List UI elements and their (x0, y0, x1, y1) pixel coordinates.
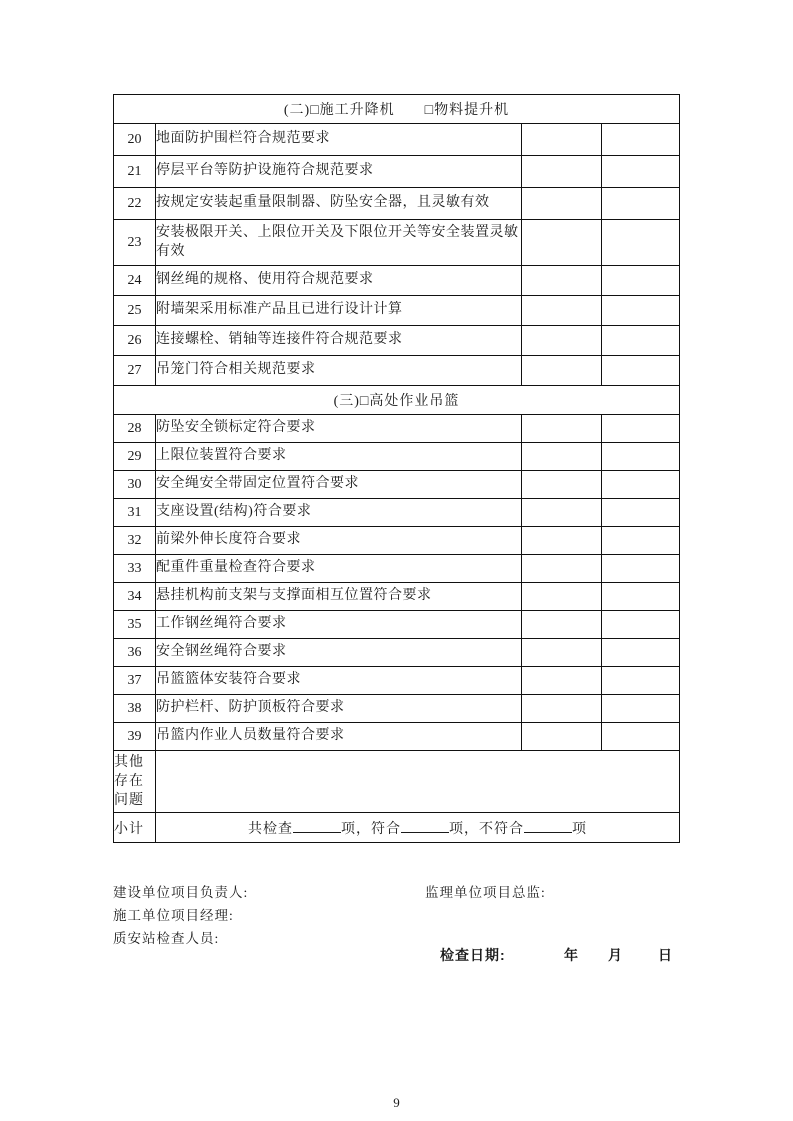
row-description: 地面防护围栏符合规范要求 (156, 124, 522, 156)
row-number: 21 (114, 156, 156, 188)
row-number: 27 (114, 356, 156, 386)
subtotal-label: 小计 (114, 813, 156, 843)
table-row (114, 723, 680, 751)
table-row (114, 471, 680, 499)
inspection-date-label: 检查日期: (440, 947, 506, 963)
table-row (114, 220, 680, 266)
other-issues-label-line: 其他 (114, 755, 144, 770)
row-description: 钢丝绳的规格、使用符合规范要求 (156, 266, 522, 296)
check-cell (602, 471, 680, 499)
table-row (114, 156, 680, 188)
other-issues-row (114, 751, 680, 813)
blank-line (401, 819, 449, 833)
check-cell (602, 356, 680, 386)
check-cell (522, 639, 602, 667)
row-description: 工作钢丝绳符合要求 (156, 611, 522, 639)
check-cell (602, 695, 680, 723)
row-number: 26 (114, 326, 156, 356)
inspection-checklist-table (113, 94, 680, 843)
other-issues-label (114, 751, 156, 813)
row-description: 安全钢丝绳符合要求 (156, 639, 522, 667)
table-row (114, 296, 680, 326)
table-row (114, 583, 680, 611)
check-cell (522, 124, 602, 156)
supervision-signature-label: 监理单位项目总监: (425, 885, 546, 900)
table-row (114, 667, 680, 695)
check-cell (522, 220, 602, 266)
row-number: 22 (114, 188, 156, 220)
subtotal-text: 共检查 (248, 821, 293, 837)
check-cell (602, 326, 680, 356)
contractor-signature-label: 施工单位项目经理: (113, 908, 234, 923)
row-description: 悬挂机构前支架与支撑面相互位置符合要求 (156, 583, 522, 611)
row-number: 37 (114, 667, 156, 695)
section-header-row-2 (114, 95, 680, 124)
date-day-label: 日 (658, 947, 673, 963)
subtotal-content (156, 813, 680, 843)
check-cell (522, 667, 602, 695)
subtotal-text: 项，不符合 (449, 821, 524, 837)
date-year-label: 年 (564, 947, 579, 963)
qa-station-signature-label: 质安站检查人员: (113, 931, 220, 946)
row-description: 配重件重量检查符合要求 (156, 555, 522, 583)
row-description: 按规定安装起重量限制器、防坠安全器，且灵敏有效 (156, 188, 522, 220)
check-cell (522, 555, 602, 583)
section-2-title: (二)□施工升降机 □物料提升机 (114, 95, 680, 124)
row-description: 安全绳安全带固定位置符合要求 (156, 471, 522, 499)
check-cell (602, 499, 680, 527)
check-cell (522, 527, 602, 555)
row-description: 停层平台等防护设施符合规范要求 (156, 156, 522, 188)
check-cell (522, 415, 602, 443)
check-cell (602, 611, 680, 639)
row-description: 安装极限开关、上限位开关及下限位开关等安全装置灵敏有效 (156, 220, 522, 266)
other-issues-cell (156, 751, 680, 813)
row-number: 24 (114, 266, 156, 296)
row-number: 28 (114, 415, 156, 443)
table-row (114, 124, 680, 156)
check-cell (522, 156, 602, 188)
page-number: 9 (393, 1095, 400, 1110)
row-number: 34 (114, 583, 156, 611)
row-description: 吊篮内作业人员数量符合要求 (156, 723, 522, 751)
check-cell (602, 667, 680, 695)
table-row (114, 555, 680, 583)
row-description: 吊篮篮体安装符合要求 (156, 667, 522, 695)
row-description: 附墙架采用标准产品且已进行设计计算 (156, 296, 522, 326)
check-cell (602, 555, 680, 583)
check-cell (522, 499, 602, 527)
check-cell (602, 188, 680, 220)
table-row (114, 639, 680, 667)
other-issues-label-line: 存在 (114, 774, 144, 789)
check-cell (602, 583, 680, 611)
check-cell (602, 220, 680, 266)
row-description: 防护栏杆、防护顶板符合要求 (156, 695, 522, 723)
table-row (114, 326, 680, 356)
check-cell (602, 527, 680, 555)
row-description: 前梁外伸长度符合要求 (156, 527, 522, 555)
table-row (114, 499, 680, 527)
section-header-row-3 (114, 386, 680, 415)
builder-signature-label: 建设单位项目负责人: (113, 885, 249, 900)
check-cell (522, 356, 602, 386)
row-description: 支座设置(结构)符合要求 (156, 499, 522, 527)
blank-line (524, 819, 572, 833)
row-number: 29 (114, 443, 156, 471)
check-cell (602, 124, 680, 156)
row-number: 36 (114, 639, 156, 667)
row-number: 23 (114, 220, 156, 266)
row-number: 25 (114, 296, 156, 326)
check-cell (602, 639, 680, 667)
table-row (114, 266, 680, 296)
check-cell (522, 326, 602, 356)
check-cell (602, 415, 680, 443)
row-number: 32 (114, 527, 156, 555)
row-number: 31 (114, 499, 156, 527)
table-row (114, 443, 680, 471)
blank-line (293, 819, 341, 833)
check-cell (522, 471, 602, 499)
row-description: 连接螺栓、销轴等连接件符合规范要求 (156, 326, 522, 356)
check-cell (522, 723, 602, 751)
table-row (114, 356, 680, 386)
table-row (114, 527, 680, 555)
row-number: 33 (114, 555, 156, 583)
table-row (114, 695, 680, 723)
check-cell (522, 443, 602, 471)
date-month-label: 月 (608, 947, 623, 963)
row-description: 吊笼门符合相关规范要求 (156, 356, 522, 386)
check-cell (522, 695, 602, 723)
subtotal-text: 项，符合 (341, 821, 401, 837)
check-cell (522, 266, 602, 296)
check-cell (522, 611, 602, 639)
check-cell (602, 723, 680, 751)
check-cell (522, 188, 602, 220)
row-number: 20 (114, 124, 156, 156)
other-issues-label-line: 问题 (114, 793, 144, 808)
check-cell (602, 156, 680, 188)
row-number: 30 (114, 471, 156, 499)
check-cell (602, 296, 680, 326)
check-cell (602, 443, 680, 471)
section-3-title: (三)□高处作业吊篮 (114, 386, 680, 415)
row-description: 上限位装置符合要求 (156, 443, 522, 471)
row-number: 39 (114, 723, 156, 751)
check-cell (602, 266, 680, 296)
table-row (114, 188, 680, 220)
table-row (114, 415, 680, 443)
subtotal-row (114, 813, 680, 843)
check-cell (522, 583, 602, 611)
check-cell (522, 296, 602, 326)
row-number: 35 (114, 611, 156, 639)
subtotal-text: 项 (572, 821, 587, 837)
table-row (114, 611, 680, 639)
row-description: 防坠安全锁标定符合要求 (156, 415, 522, 443)
row-number: 38 (114, 695, 156, 723)
